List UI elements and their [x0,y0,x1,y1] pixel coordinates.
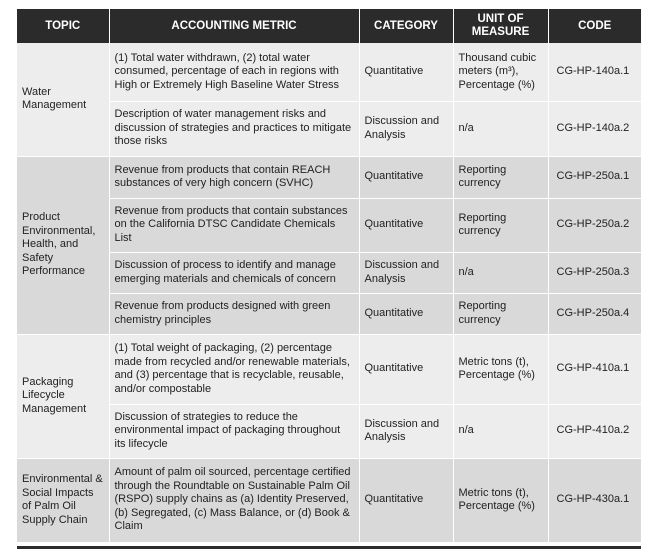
code-cell: CG-HP-140a.2 [548,101,641,156]
code-cell: CG-HP-140a.1 [548,43,641,101]
code-cell: CG-HP-250a.2 [548,198,641,252]
table-row [17,101,641,156]
table-bottom-rule [17,546,641,549]
metric-cell: Discussion of process to identify and manage emerging materials and chemicals of concern [109,252,359,293]
code-cell: CG-HP-250a.3 [548,252,641,293]
category-cell: Discussion and Analysis [359,101,453,156]
code-cell: CG-HP-250a.1 [548,156,641,198]
category-cell: Quantitative [359,458,453,542]
unit-cell: n/a [453,404,548,458]
code-cell: CG-HP-250a.4 [548,293,641,334]
metric-cell: Revenue from products designed with green chemistry principles [109,293,359,334]
table-row [17,458,641,542]
topic-packaging-lifecycle: Packaging Lifecycle Management [17,334,109,458]
metric-cell: Revenue from products that contain substances on the California DTSC Candidate Chemicals List [109,198,359,252]
category-cell: Discussion and Analysis [359,404,453,458]
code-cell: CG-HP-410a.1 [548,334,641,404]
metric-cell: Amount of palm oil sourced, percentage certified through the Roundtable on Sustainable Palm Oil (RSPO) supply chains as (a) Identity Preserved, (b) Segregated, (c) Mass Balance, or (d) Book & Claim [109,458,359,542]
metric-cell: (1) Total weight of packaging, (2) percentage made from recycled and/or renewable materials, and (3) percentage that is recyclable, reusable, and/or compostable [109,334,359,404]
header-category: CATEGORY [359,9,453,43]
table-row [17,293,641,334]
topic-palm-oil-supply-chain: Environmental & Social Impacts of Palm Oil Supply Chain [17,458,109,542]
topic-product-ehs-performance: Product Environmental, Health, and Safety Performance [17,156,109,334]
table-row [17,252,641,293]
topic-water-management: Water Management [17,43,109,156]
code-cell: CG-HP-410a.2 [548,404,641,458]
unit-cell: n/a [453,252,548,293]
category-cell: Quantitative [359,43,453,101]
table-row [17,404,641,458]
accounting-metrics-table [17,9,641,543]
metric-cell: Discussion of strategies to reduce the environmental impact of packaging throughout its lifecycle [109,404,359,458]
unit-cell: Reporting currency [453,198,548,252]
header-unit-of-measure: UNIT OF MEASURE [453,9,548,43]
header-code: CODE [548,9,641,43]
category-cell: Discussion and Analysis [359,252,453,293]
table-row [17,156,641,198]
code-cell: CG-HP-430a.1 [548,458,641,542]
unit-cell: Thousand cubic meters (m³), Percentage (%) [453,43,548,101]
table-row [17,43,641,101]
header-row [17,9,641,43]
metric-cell: (1) Total water withdrawn, (2) total water consumed, percentage of each in regions with High or Extremely High Baseline Water Stress [109,43,359,101]
category-cell: Quantitative [359,334,453,404]
unit-cell: Metric tons (t), Percentage (%) [453,458,548,542]
category-cell: Quantitative [359,198,453,252]
category-cell: Quantitative [359,156,453,198]
unit-cell: n/a [453,101,548,156]
table-row [17,334,641,404]
unit-cell: Reporting currency [453,293,548,334]
header-accounting-metric: ACCOUNTING METRIC [109,9,359,43]
category-cell: Quantitative [359,293,453,334]
unit-cell: Reporting currency [453,156,548,198]
metric-cell: Description of water management risks and discussion of strategies and practices to mitigate those risks [109,101,359,156]
unit-cell: Metric tons (t), Percentage (%) [453,334,548,404]
table-row [17,198,641,252]
header-topic: TOPIC [17,9,109,43]
metric-cell: Revenue from products that contain REACH substances of very high concern (SVHC) [109,156,359,198]
